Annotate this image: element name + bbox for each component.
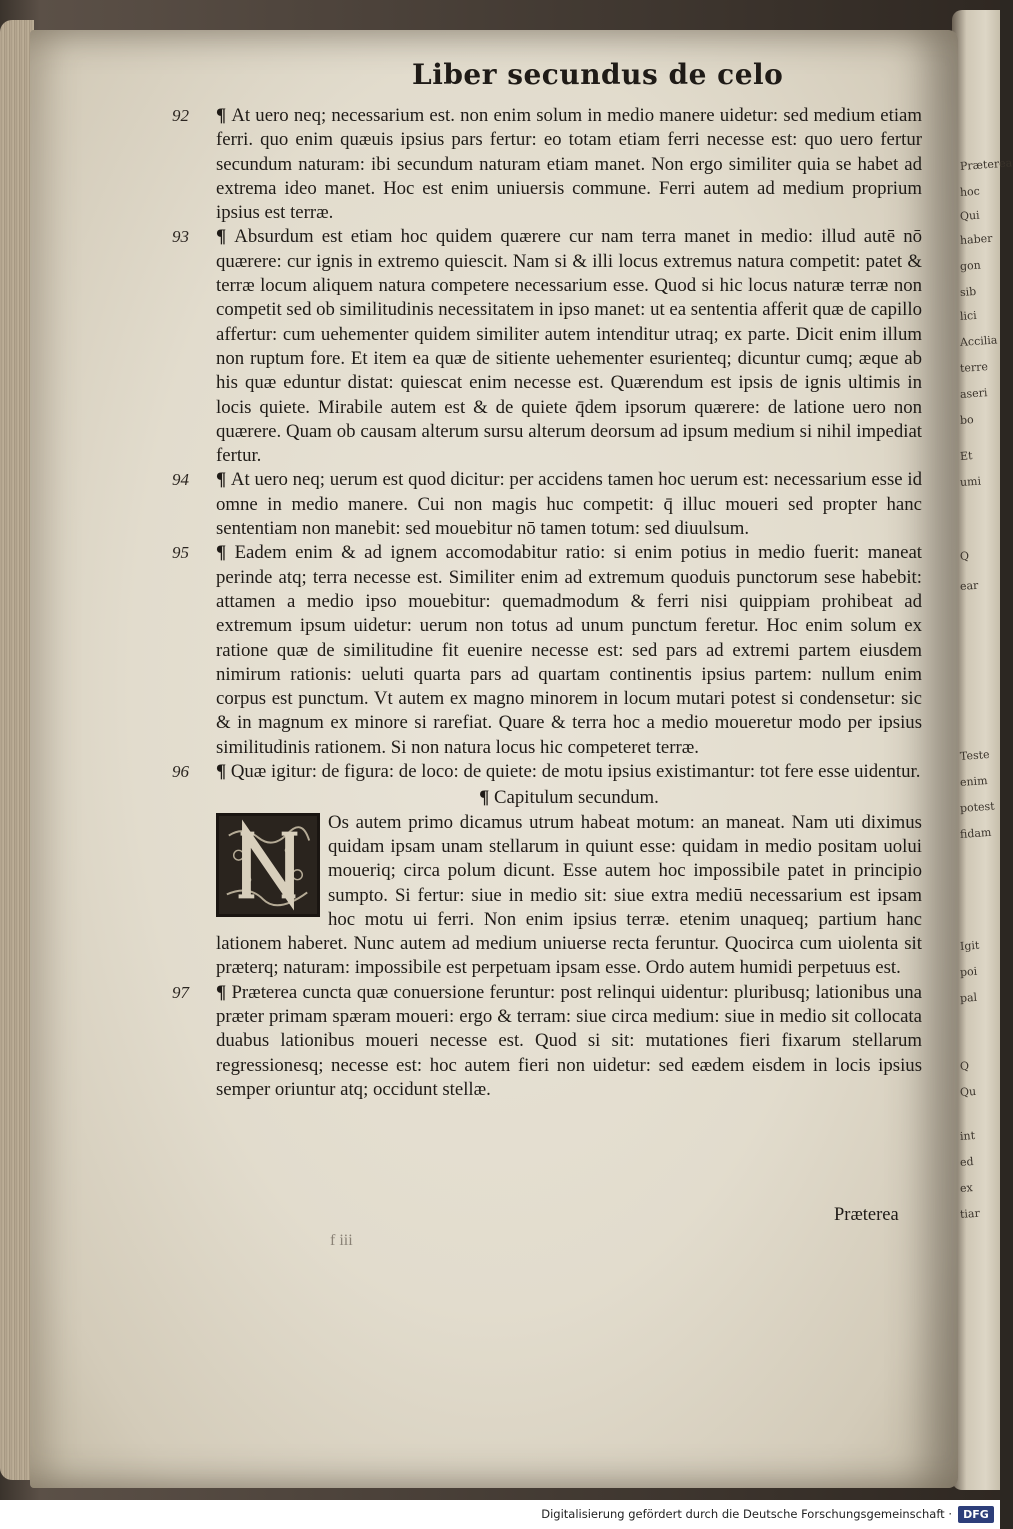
facing-fragment: Q	[959, 549, 970, 563]
paragraph-mark-icon: ¶	[216, 761, 231, 783]
chapter-body	[216, 811, 922, 981]
paragraph-number: 94	[172, 470, 189, 490]
paragraph-text: Quæ igitur: de figura: de loco: de quiete: de motu ipsius existimantur: tot fere esse uidentur.	[230, 761, 921, 783]
paragraph-number: 95	[172, 543, 189, 563]
facing-fragment: gon	[959, 258, 982, 273]
facing-fragment: potest	[959, 799, 996, 815]
facing-fragment: ex	[959, 1181, 974, 1195]
facing-fragment: umi	[959, 474, 982, 489]
paragraph-94	[172, 468, 922, 541]
facing-fragment: lici	[959, 308, 978, 323]
facing-fragment: Qu	[959, 1084, 977, 1099]
facing-fragment: Accilia	[959, 333, 998, 349]
paragraph-text: At uero neq; uerum est quod dicitur: per accidens tamen hoc uerum est: necessarium esse id omne in medio manere. Cui non magis huc competit: q̄ illuc moueri sed propter hanc sententiam non manebit: sed mouebitur nō tamen totum: sed diuulsum.	[216, 469, 922, 540]
facing-fragment: fidam	[959, 825, 992, 841]
paragraph-number: 97	[172, 982, 189, 1002]
facing-fragment: hoc	[959, 184, 981, 199]
paragraph-text: Eadem enim & ad ignem accomodabitur ratio: si enim potius in medio fuerit: maneat perinde atq; terra necesse est. Similiter enim ad extremum quoduis punctorum sese habebit: attamen a medio ipso mouebitur: quemadmodum & ferri nisi quippiam prohibeat ad extremum ipsum uidetur: uerum non totus ad unum punctum feretur. Hoc enim solum ex ratione quæ de similitudine fit euenire necesse est: sed pars ad extremi partem eiusdem nimirum rationis: ueluti quarta pars ad quartam continentis ipsius partem: nullum enim corpus est punctum. Vt autem ex magno minorem in locum mutari potest si condensetur: sic & in magnum ex minore si rarefiat. Quare & terra hoc a medio moueretur modo per ipsius similitudinis rationem. Si non natura locus hic competeret terræ.	[216, 542, 922, 758]
paragraph-text: Præterea cuncta quæ conuersione feruntur: post relinqui uidentur: pluribusq; lationibus una præter primam spæram moueri: ergo & terram: siue circa medium: siue in medio sit collocata duabus lationibus moueri necesse est. Quod si sit: mutationes fieri fixarum stellarum regressionesq; necesse est: hoc autem fieri non uidetur: sed eædem eisdem in locis ipsius semper oriuntur atq; occidunt stellæ.	[216, 981, 922, 1100]
facing-page	[952, 10, 1013, 1490]
paragraph-mark-icon: ¶	[216, 226, 235, 248]
paragraph-97	[172, 981, 922, 1102]
facing-fragment: haber	[959, 231, 993, 247]
facing-fragment: Præterea	[959, 156, 1013, 173]
paragraph-95	[172, 541, 922, 760]
facing-fragment: enim	[959, 774, 988, 789]
funding-notice: Digitalisierung gefördert durch die Deutsche Forschungsgemeinschaft ·	[541, 1507, 952, 1521]
paragraph-text: Absurdum est etiam hoc quidem quærere cur nam terra manet in medio: illud autē nō quærere: cur ignis in extremo quiescit. Nam si & illi locus extremus natura competit: patet & terræ locum aliquem natura competere necessarium esse. Quod si hic locus naturæ terræ non competit sed ob similitudinis necessitatem in ipso manet: ut ea sententia afferit quæ de capillo affertur: cum uehementer quidem similiter autem intenditur utraq; ex parte. Dicit enim illum non ruptum fore. Et item ea quæ de sitiente uehementer esurienteq; dicuntur cumq; æque ab his quæ eduntur distat: quiescat enim necesse est. Quærendum est ipsis de ignis ultimis in locis quiete. Mirabile autem est & de quiete q̄dem ipsorum quærere: de latione uero non quærere. Quam ob causam alterum sursu alterum deorsum ad ipsum medium si nihil impediat fertur.	[216, 226, 922, 467]
facing-fragment: bo	[959, 413, 975, 427]
paragraph-mark-icon: ¶	[216, 105, 232, 126]
chapter-text	[216, 811, 922, 981]
paragraph-mark-icon: ¶	[216, 542, 235, 564]
chapter-heading	[216, 786, 922, 810]
facing-fragment: Teste	[959, 747, 990, 763]
paragraph-mark-icon: ¶	[479, 787, 494, 809]
facing-fragment: poi	[959, 964, 978, 979]
facing-fragment: ed	[959, 1155, 974, 1169]
chapter-heading-text: Capitulum secundum.	[494, 787, 659, 809]
paragraph-number: 96	[172, 762, 189, 782]
facing-fragment: tiar	[959, 1206, 981, 1221]
facing-fragment: sib	[959, 284, 977, 299]
facing-fragment: Qui	[959, 208, 981, 223]
paragraph-number: 93	[172, 227, 189, 247]
catchword: Præterea	[834, 1205, 899, 1225]
facing-fragment: Q	[959, 1059, 970, 1073]
facing-fragment: terre	[959, 360, 989, 375]
dfg-logo: DFG	[958, 1506, 994, 1523]
paragraph-mark-icon: ¶	[216, 981, 232, 1003]
paragraph-text: At uero neq; necessarium est. non enim solum in medio manere uidetur: sed medium etiam ferri. quo enim quæuis ipsius pars fertur: eo totam etiam ferri necesse est: quo uero fertur secundum naturam: ibi secundum naturam etiam manet. Non ergo similiter quia se habet ad extrema ideo manet. Hoc est enim uniuersis commune. Ferri autem ad medium proprium ipsius est terræ.	[216, 105, 922, 224]
text-block	[172, 104, 922, 1102]
footer-bar	[0, 1500, 1000, 1529]
facing-fragment: Igit	[959, 938, 980, 953]
signature-mark: f iii	[330, 1232, 353, 1249]
facing-fragment: int	[959, 1128, 976, 1143]
chapter-text-body: Os autem primo dicamus utrum habeat motum: an maneat. Nam uti diximus quidam ipsam unam stellarum in quiunt esse: quidam in medio positam uolui moueriq; circa polum dicunt. Esse autem hoc impossibile patet in principio sumpto. Si fertur: siue in medio sit: siue extra mediū necessarium est ipsam hoc motu ui ferri. Non enim ipsius terræ. etenim unaqueq; partium hanc lationem haberet. Nunc autem ad medium uniuerse recta feruntur. Quocirca cum uiolenta sit præterq; naturam: impossibile est perpetuam ipsam esse. Ordo autem humidi perpetuus est.	[216, 811, 922, 979]
facing-fragment: aseri	[959, 386, 988, 401]
running-head: Liber secundus de celo	[412, 58, 784, 91]
facing-fragment: Et	[959, 449, 973, 463]
paragraph-96	[172, 760, 922, 784]
paragraph-number: 92	[172, 106, 189, 125]
facing-fragment: pal	[959, 990, 978, 1005]
paragraph-92	[172, 104, 922, 225]
facing-fragment: ear	[959, 578, 979, 593]
page-stack-edge	[0, 20, 34, 1480]
paragraph-mark-icon: ¶	[216, 469, 231, 491]
paragraph-93	[172, 225, 922, 468]
